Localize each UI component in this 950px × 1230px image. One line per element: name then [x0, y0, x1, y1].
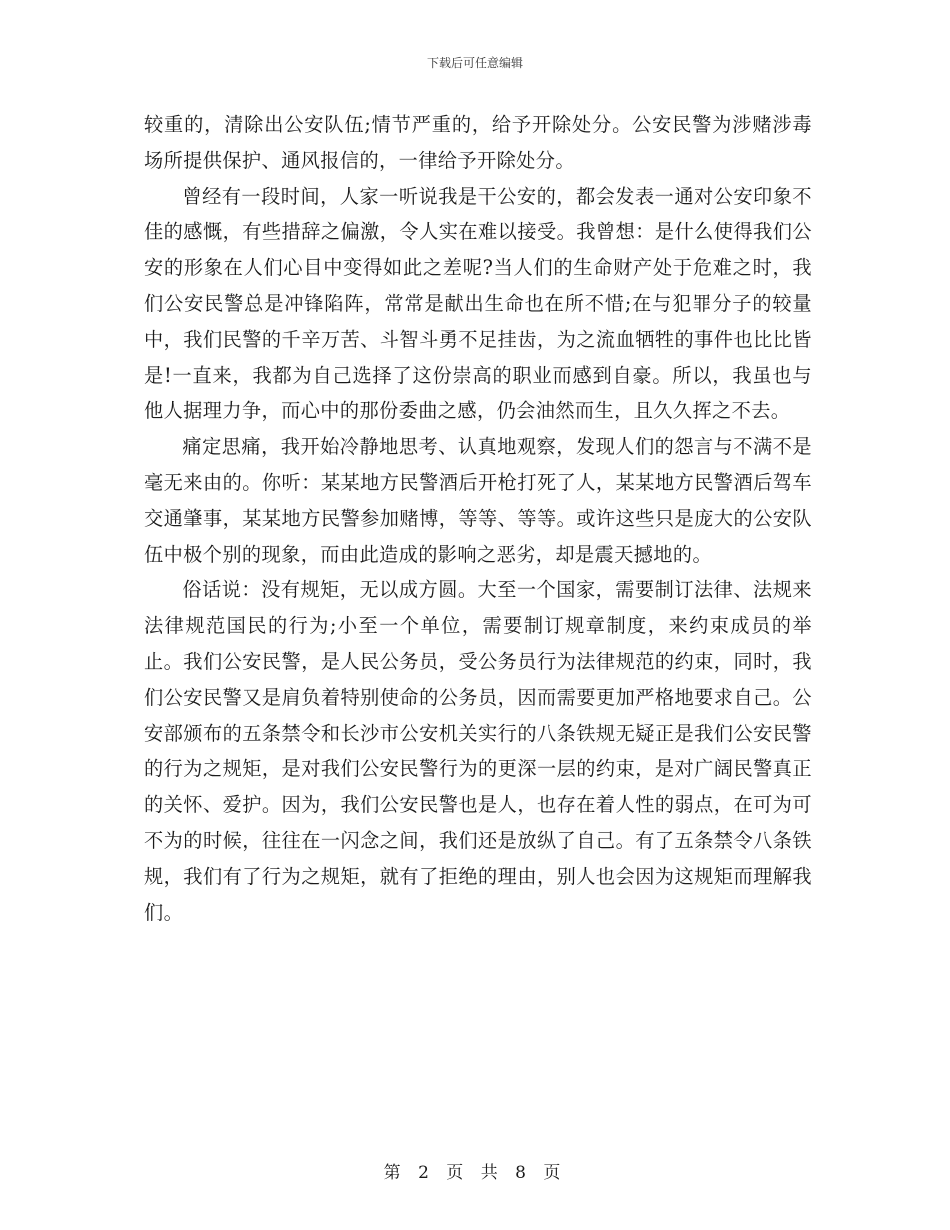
paragraph-continuation: 较重的，清除出公安队伍;情节严重的，给予开除处分。公安民警为涉赌涉毒场所提供保护、通风报信的，一律给予开除处分。	[144, 113, 812, 172]
page-number-footer: 第 2 页 共 8 页	[383, 1163, 567, 1183]
paragraph: 曾经有一段时间，人家一听说我是干公安的，都会发表一通对公安印象不佳的感慨，有些措辞之偏激，令人实在难以接受。我曾想：是什么使得我们公安的形象在人们心目中变得如此之差呢?当人们的生命财产处于危难之时，我们公安民警总是冲锋陷阵，常常是献出生命也在所不惜;在与犯罪分子的较量中，我们民警的千辛万苦、斗智斗勇不足挂齿，为之流血牺牲的事件也比比皆是!一直来，我都为自己选择了这份崇高的职业而感到自豪。所以，我虽也与他人据理力争，而心中的那份委曲之感，仍会油然而生，且久久挥之不去。	[144, 184, 812, 423]
document-body	[144, 107, 812, 930]
paragraph: 痛定思痛，我开始冷静地思考、认真地观察，发现人们的怨言与不满不是毫无来由的。你听：某某地方民警酒后开枪打死了人，某某地方民警酒后驾车交通肇事，某某地方民警参加赌博，等等、等等。或许这些只是庞大的公安队伍中极个别的现象，而由此造成的影响之恶劣，却是震天撼地的。	[144, 435, 812, 566]
page-header: 下载后可任意编辑	[426, 56, 523, 70]
paragraph: 俗话说：没有规矩，无以成方圆。大至一个国家，需要制订法律、法规来法律规范国民的行为;小至一个单位，需要制订规章制度，来约束成员的举止。我们公安民警，是人民公务员，受公务员行为法律规范的约束，同时，我们公安民警又是肩负着特别使命的公务员，因而需要更加严格地要求自己。公安部颁布的五条禁令和长沙市公安机关实行的八条铁规无疑正是我们公安民警的行为之规矩，是对我们公安民警行为的更深一层的约束，是对广阔民警真正的关怀、爱护。因为，我们公安民警也是人，也存在着人性的弱点，在可为可不为的时候，往往在一闪念之间，我们还是放纵了自己。有了五条禁令八条铁规，我们有了行为之规矩，就有了拒绝的理由，别人也会因为这规矩而理解我们。	[144, 578, 812, 924]
